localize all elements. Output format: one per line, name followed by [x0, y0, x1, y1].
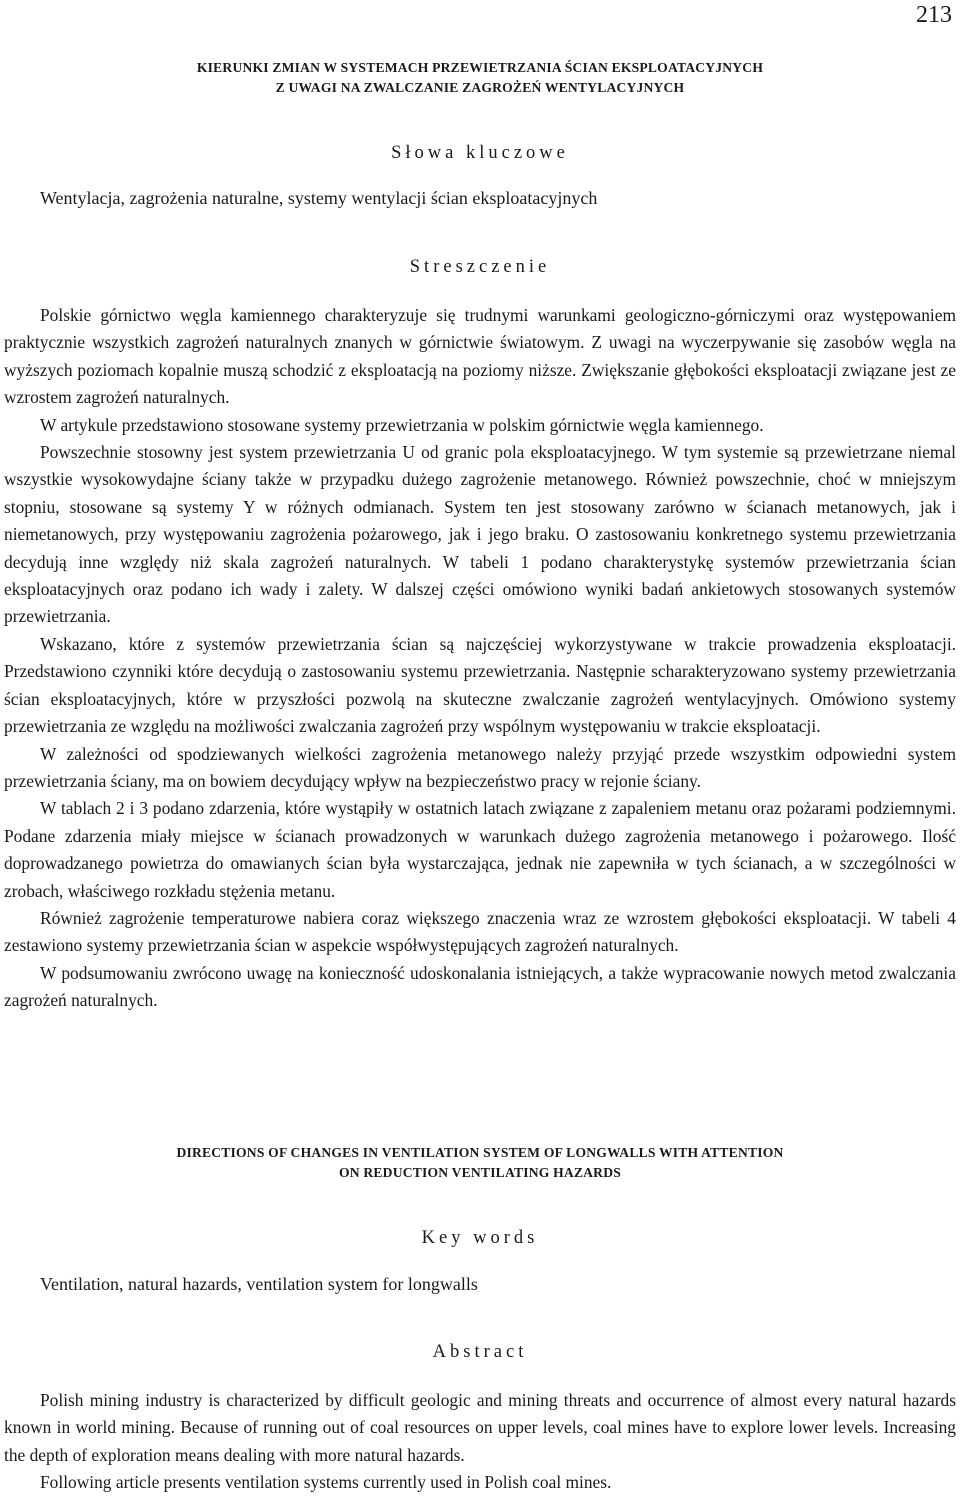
english-title: [0, 1143, 960, 1183]
polish-abstract-paragraph: Polskie górnictwo węgla kamiennego charakteryzuje się trudnymi warunkami geologiczno-górniczymi oraz występowaniem praktycznie wszystkich zagrożeń naturalnych znanych w górnictwie światowym. Z uwagi na wyczerpywanie się zasobów węgla na wyższych poziomach kopalnie muszą schodzić z eksploatacją na poziomy niższe. Zwiększanie głębokości eksploatacji związane jest ze wzrostem zagrożeń naturalnych.: [4, 305, 956, 408]
polish-title-line1: KIERUNKI ZMIAN W SYSTEMACH PRZEWIETRZANIA ŚCIAN EKSPLOATACYJNYCH: [196, 60, 764, 75]
polish-abstract-paragraph: W podsumowaniu zwrócono uwagę na konieczność udoskonalania istniejących, a także wypracowanie nowych metod zwalczania zagrożeń naturalnych.: [4, 962, 956, 1011]
english-abstract-heading: Abstract: [432, 1342, 528, 1362]
polish-abstract-heading: Streszczenie: [409, 257, 551, 277]
polish-keywords-heading: Słowa kluczowe: [391, 143, 569, 163]
english-abstract: [4, 1387, 956, 1497]
english-title-line2: ON REDUCTION VENTILATING HAZARDS: [339, 1165, 621, 1180]
polish-abstract-paragraph: W zależności od spodziewanych wielkości zagrożenia metanowego należy przyjąć przede wszystkim odpowiedni system przewietrzania ściany, ma on bowiem decydujący wpływ na bezpieczeństwo pracy w rejonie ściany.: [4, 743, 956, 791]
page-number: 213: [916, 2, 952, 28]
polish-abstract: [4, 302, 956, 1015]
english-abstract-paragraph: Polish mining industry is characterized by difficult geologic and mining threats and occurrence of almost every natural hazards known in world mining. Because of running out of coal resources on upper levels, coal mines have to explore lower levels. Increasing the depth of exploration means dealing with more natural hazards.: [4, 1390, 956, 1465]
english-keywords: Ventilation, natural hazards, ventilation system for longwalls: [40, 1274, 478, 1294]
polish-keywords: Wentylacja, zagrożenia naturalne, systemy wentylacji ścian eksploatacyjnych: [40, 188, 598, 208]
polish-abstract-paragraph: Wskazano, które z systemów przewietrzania ścian są najczęściej wykorzystywane w trakcie prowadzenia eksploatacji. Przedstawiono czynniki które decydują o zastosowaniu systemu przewietrzania. Następnie scharakteryzowano systemy przewietrzania ścian eksploatacyjnych, które w przyszłości pozwolą na skuteczne zwalczanie zagrożeń wentylacyjnych. Omówiono systemy przewietrzania ze względu na możliwości zwalczania zagrożeń przy wspólnym występowaniu w trakcie eksploatacji.: [4, 633, 956, 737]
polish-title: [0, 58, 960, 98]
polish-title-line2: Z UWAGI NA ZWALCZANIE ZAGROŻEŃ WENTYLACYJNYCH: [275, 80, 685, 95]
polish-abstract-paragraph: Również zagrożenie temperaturowe nabiera coraz większego znaczenia wraz ze wzrostem głębokości eksploatacji. W tabeli 4 zestawiono systemy przewietrzania ścian w aspekcie współwystępujących zagrożeń naturalnych.: [4, 907, 956, 956]
polish-abstract-paragraph: W tablach 2 i 3 podano zdarzenia, które wystąpiły w ostatnich latach związane z zapaleniem metanu oraz pożarami podziemnymi. Podane zdarzenia miały miejsce w ścianach prowadzonych w warunkach dużego zagrożenia metanowego i pożarowego. Ilość doprowadzanego powietrza do omawianych ścian była wystarczająca, jednak nie zapewniła w tych ścianach, a w szczególności w zrobach, właściwego rozkładu stężenia metanu.: [4, 798, 956, 901]
english-title-line1: DIRECTIONS OF CHANGES IN VENTILATION SYSTEM OF LONGWALLS WITH ATTENTION: [176, 1145, 784, 1160]
english-keywords-heading: Key words: [421, 1228, 539, 1248]
english-abstract-paragraph: Following article presents ventilation systems currently used in Polish coal mines.: [40, 1472, 612, 1493]
polish-abstract-paragraph: Powszechnie stosowny jest system przewietrzania U od granic pola eksploatacyjnego. W tym systemie są przewietrzane niemal wszystkie wysokowydajne ściany także w przypadku dużego zagrożenie metanowego. Również powszechnie, choć w mniejszym stopniu, stosowane są systemy Y w różnych odmianach. System ten jest stosowany zarówno w ścianach metanowych, jak i niemetanowych, przy występowaniu zagrożenia pożarowego, jak i jego braku. O zastosowaniu konkretnego systemu przewietrzania decydują inne względy niż skala zagrożeń naturalnych. W tabeli 1 podano charakterystykę systemów przewietrzania ścian eksploatacyjnych oraz podano ich wady i zalety. W dalszej części omówiono wyniki badań ankietowych stosowanych systemów przewietrzania.: [4, 442, 956, 627]
polish-abstract-paragraph: W artykule przedstawiono stosowane systemy przewietrzania w polskim górnictwie węgla kamiennego.: [40, 414, 764, 435]
